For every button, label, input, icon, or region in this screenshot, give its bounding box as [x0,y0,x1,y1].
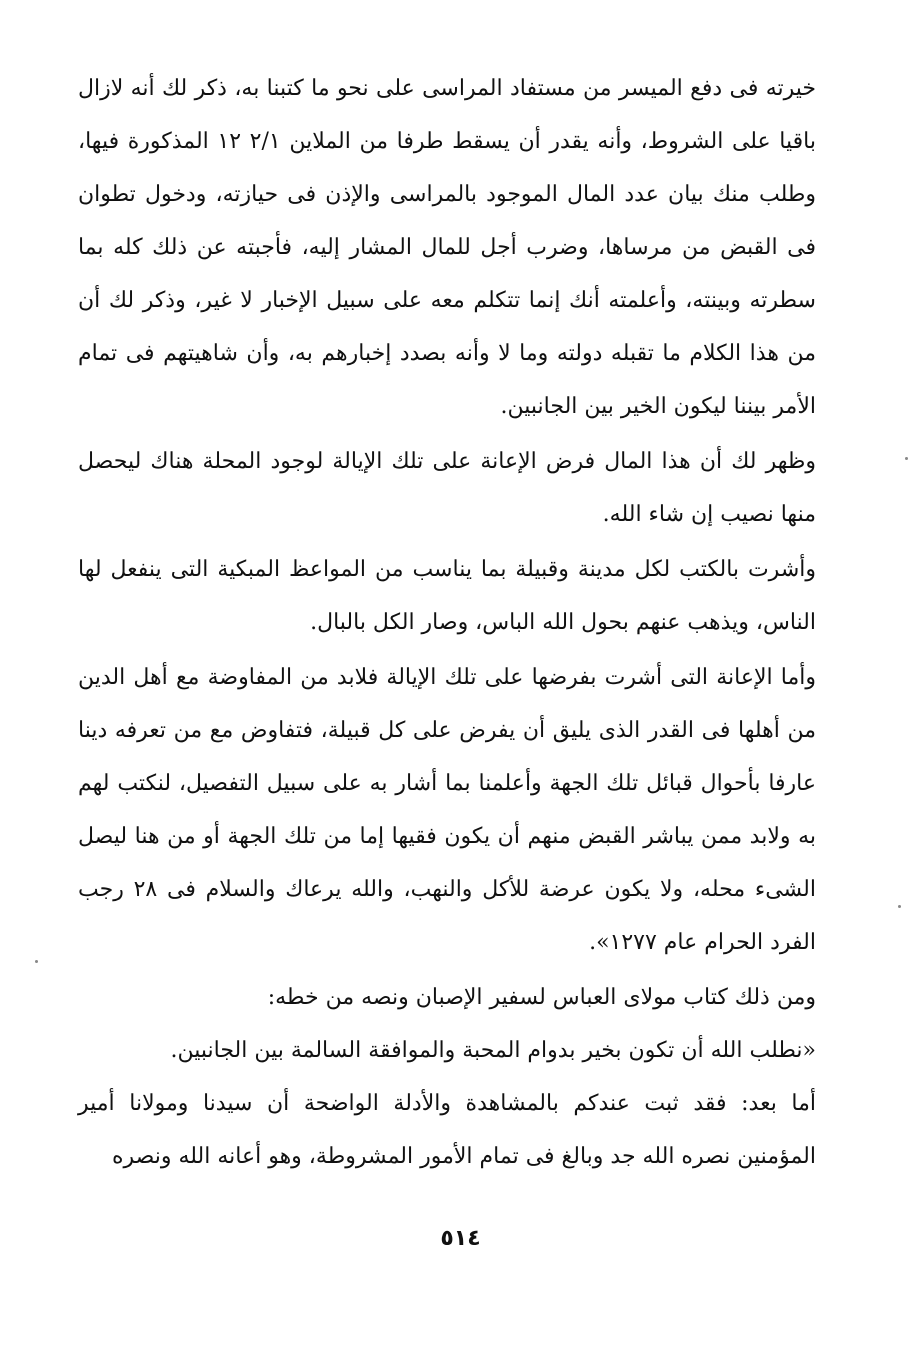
page-number: ٥١٤ [440,1226,481,1251]
paragraph-1: خيرته فى دفع الميسر من مستفاد المراسى على نحو ما كتبنا به، ذكر لك أنه لازال باقيا على الشروط، وأنه يقدر أن يسقط طرفا من الملاين ٢/١ ١٢ المذكورة فيها، وطلب منك بيان عدد المال الموجود بالمراسى والإذن فى حيازته، ودخول تطوان فى القبض من مرساها، وضرب أجل للمال المشار إليه، فأجبته عن ذلك كله بما سطرته وبينته، وأعلمته أنك إنما تتكلم معه على سبيل الإخبار لا غير، وذكر لك أن من هذا الكلام ما تقبله دولته وما لا وأنه بصدد إخبارهم به، وأن شاهيتهم فى تمام الأمر بيننا ليكون الخير بين الجانبين. [78,76,816,419]
scan-speck [35,960,38,963]
body-text [78,62,816,1183]
paragraph-5: ومن ذلك كتاب مولاى العباس لسفير الإصبان ونصه من خطه: [267,985,816,1010]
paragraph-7: أما بعد: فقد ثبت عندكم بالمشاهدة والأدلة الواضحة أن سيدنا ومولانا أمير المؤمنين نصره الله جد وبالغ فى تمام الأمور المشروطة، وهو أعانه الله ونصره [78,1091,816,1169]
paragraph-6: «نطلب الله أن تكون بخير بدوام المحبة والموافقة السالمة بين الجانبين. [170,1038,816,1063]
scan-speck [898,905,901,908]
paragraph-3: وأشرت بالكتب لكل مدينة وقبيلة بما يناسب من المواعظ المبكية التى ينفعل لها الناس، ويذهب عنهم بحول الله الباس، وصار الكل بالبال. [78,557,816,635]
paragraph-2: وظهر لك أن هذا المال فرض الإعانة على تلك الإيالة لوجود المحلة هناك ليحصل منها نصيب إن شاء الله. [78,449,816,527]
paragraph-4: وأما الإعانة التى أشرت بفرضها على تلك الإيالة فلابد من المفاوضة مع أهل الدين من أهلها فى القدر الذى يليق أن يفرض على كل قبيلة، فتفاوض مع من تعرفه دينا عارفا بأحوال قبائل تلك الجهة وأعلمنا بما أشار به على سبيل التفصيل، لنكتب لهم به ولابد ممن يباشر القبض منهم أن يكون فقيها إما من تلك الجهة أو من هنا ليصل الشىء محله، ولا يكون عرضة للأكل والنهب، والله يرعاك والسلام فى ٢٨ رجب الفرد الحرام عام ١٢٧٧». [78,665,817,955]
scan-speck [905,457,908,460]
